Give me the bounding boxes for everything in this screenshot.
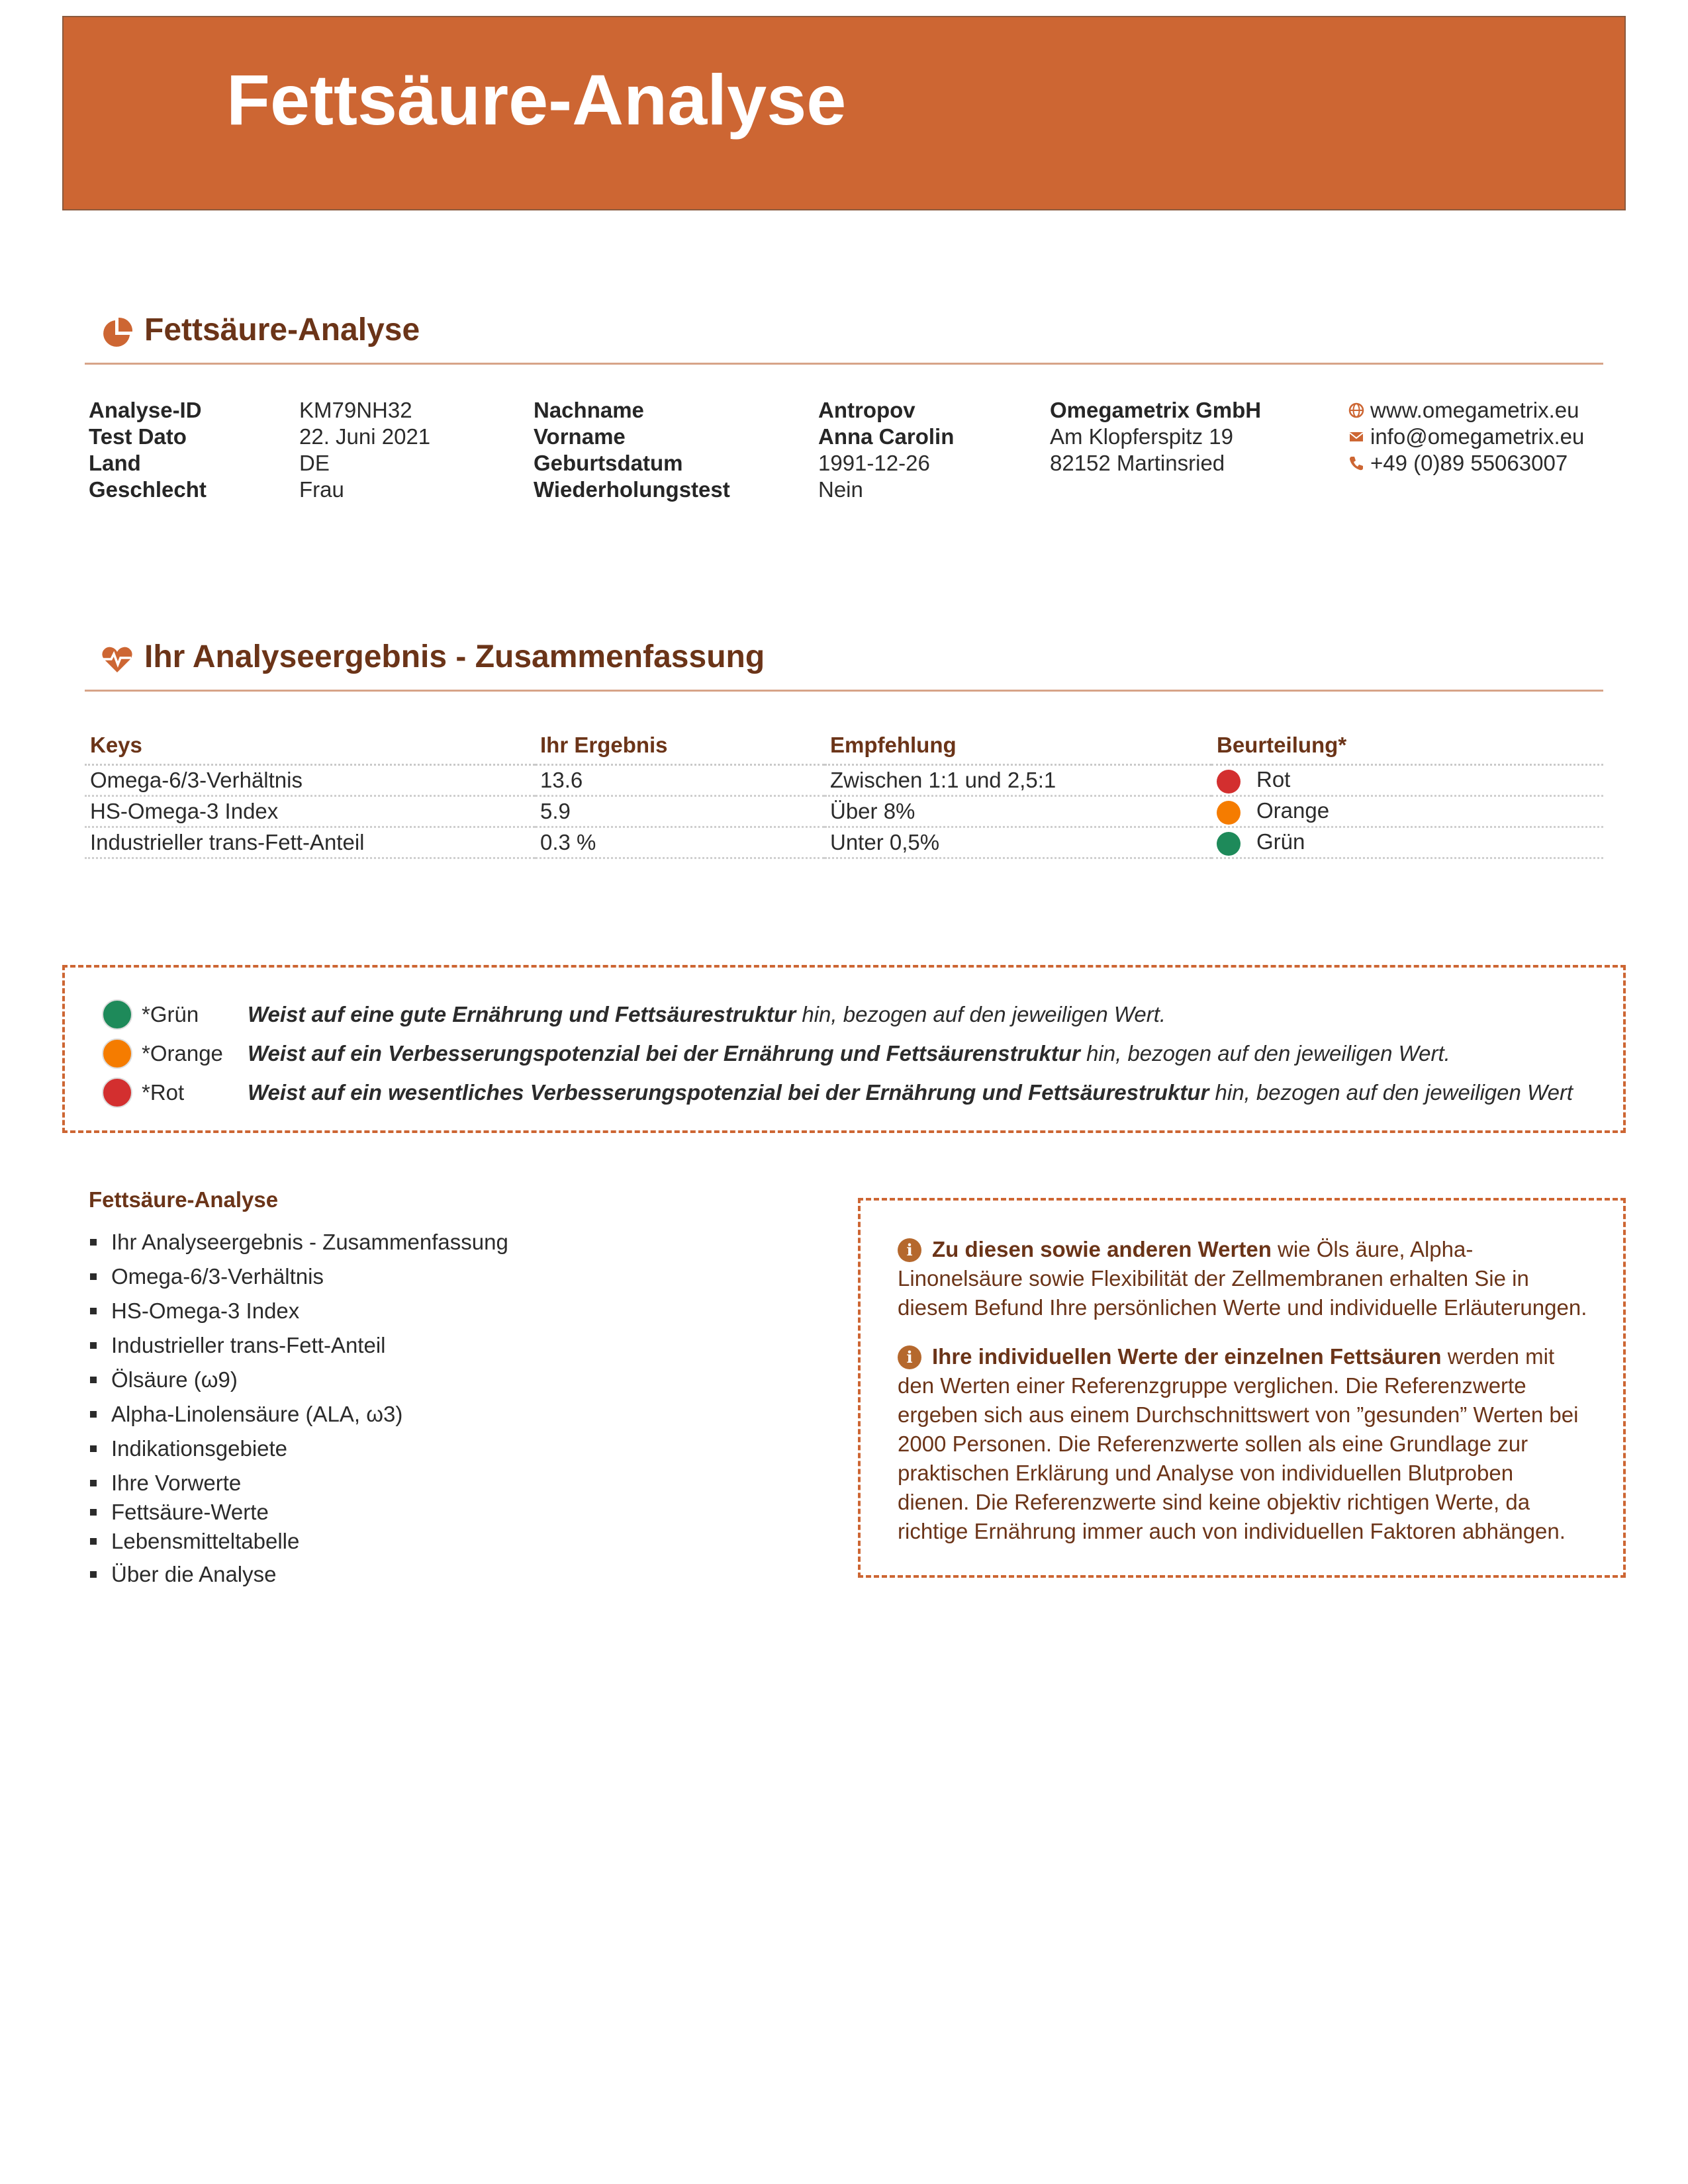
green-dot-icon (102, 999, 132, 1030)
toc-item[interactable]: Über die Analyse (90, 1562, 508, 1587)
value-repeat-test: Nein (818, 477, 863, 502)
toc-item[interactable]: Fettsäure-Werte (90, 1500, 508, 1525)
value-gender: Frau (299, 477, 344, 502)
label-analysis-id: Analyse-ID (89, 398, 202, 422)
legend-key: *Grün (142, 1002, 199, 1026)
table-cell-recommendation: Unter 0,5% (825, 827, 1211, 858)
contact-phone[interactable]: +49 (0)89 55063007 (1370, 451, 1568, 475)
toc-item[interactable]: Lebensmitteltabelle (90, 1529, 508, 1554)
status-dot-icon (1217, 770, 1241, 794)
legend-text: Weist auf eine gute Ernährung und Fettsäurestruktur hin, bezogen auf den jeweiligen Wert. (248, 1002, 1166, 1026)
toc-list (90, 1230, 508, 1587)
note-paragraph-2: i Ihre individuellen Werte der einzelnen Fettsäuren werden mit den Werten einer Referenzgruppe verglichen. Die Referenzwerte ergeben sich aus einem Durchschnittswert von ”gesunden” Werten bei 2000 Personen. Die Referenzwerte sollen als eine Grundlage zur praktischen Erklärung und Analyse von individuellen Blutproben dienen. Die Referenzwerte sind keine objektiv richtigen Werte, da richtige Ernährung immer auch von individuellen Faktoren abhängen. (898, 1344, 1579, 1543)
column-header: Keys (85, 727, 535, 765)
section-title: Fettsäure-Analyse (144, 312, 420, 347)
toc-item[interactable]: Ölsäure (ω9) (90, 1367, 508, 1392)
toc-item[interactable]: Ihr Analyseergebnis - Zusammenfassung (90, 1230, 508, 1255)
legend-key: *Rot (142, 1080, 185, 1105)
toc-item[interactable]: Industrieller trans-Fett-Anteil (90, 1333, 508, 1358)
legend-row-red (102, 1077, 1573, 1108)
value-test-date: 22. Juni 2021 (299, 424, 431, 449)
table-cell-rating (1211, 796, 1603, 827)
contact-block (1348, 397, 1584, 477)
table-cell-recommendation: Über 8% (825, 796, 1211, 827)
rating-label: Orange (1256, 798, 1330, 823)
table-cell-recommendation: Zwischen 1:1 und 2,5:1 (825, 765, 1211, 796)
company-street: Am Klopferspitz 19 (1050, 424, 1233, 449)
table-cell-result: 13.6 (535, 765, 825, 796)
toc-item[interactable]: Indikationsgebiete (90, 1436, 508, 1461)
contact-email[interactable]: info@omegametrix.eu (1370, 424, 1585, 449)
orange-dot-icon (102, 1038, 132, 1069)
table-cell-rating (1211, 827, 1603, 858)
legend-text: Weist auf ein Verbesserungspotenzial bei der Ernährung und Fettsäurenstruktur hin, bezogen auf den jeweiligen Wert. (248, 1041, 1450, 1066)
label-country: Land (89, 451, 141, 475)
patient-labels-col1 (89, 397, 207, 503)
toc-title: Fettsäure-Analyse (89, 1187, 279, 1212)
company-city: 82152 Martinsried (1050, 451, 1225, 475)
page-title: Fettsäure-Analyse (226, 60, 847, 140)
header-banner (62, 16, 1626, 210)
legend-row-green (102, 999, 1166, 1030)
info-icon: i (898, 1238, 921, 1262)
pie-chart-icon (99, 315, 135, 351)
legend-row-orange (102, 1038, 1450, 1069)
label-last-name: Nachname (534, 398, 644, 422)
table-row (85, 796, 1603, 827)
toc-item[interactable]: HS-Omega-3 Index (90, 1298, 508, 1324)
globe-icon (1348, 402, 1365, 419)
value-country: DE (299, 451, 330, 475)
value-last-name: Antropov (818, 398, 915, 422)
table-cell-key: HS-Omega-3 Index (85, 796, 535, 827)
phone-icon (1348, 455, 1365, 472)
info-icon: i (898, 1345, 921, 1369)
rating-legend (62, 965, 1626, 1133)
table-row (85, 765, 1603, 796)
column-header: Beurteilung* (1211, 727, 1603, 765)
table-cell-key: Omega-6/3-Verhältnis (85, 765, 535, 796)
table-header-row (85, 727, 1603, 765)
column-header: Empfehlung (825, 727, 1211, 765)
summary-table (85, 727, 1603, 859)
column-header: Ihr Ergebnis (535, 727, 825, 765)
label-gender: Geschlecht (89, 477, 207, 502)
rating-label: Rot (1256, 767, 1291, 792)
toc-item[interactable]: Alpha-Linolensäure (ALA, ω3) (90, 1402, 508, 1427)
note-paragraph-1: i Zu diesen sowie anderen Werten wie Öls äure, Alpha-Linonelsäure sowie Flexibilität der Zellmembranen erhalten Sie in diesem Befund Ihre persönlichen Werte und individuelle Erläuterungen. (898, 1237, 1587, 1320)
status-dot-icon (1217, 801, 1241, 825)
label-birth-date: Geburtsdatum (534, 451, 683, 475)
patient-labels-col2 (534, 397, 730, 503)
section-title: Ihr Analyseergebnis - Zusammenfassung (144, 639, 765, 674)
info-note-box (858, 1198, 1626, 1578)
table-row (85, 827, 1603, 858)
patient-values-col2 (818, 397, 954, 503)
section-heading-analysis (85, 311, 1603, 365)
toc-item[interactable]: Omega-6/3-Verhältnis (90, 1264, 508, 1289)
value-birth-date: 1991-12-26 (818, 451, 930, 475)
table-cell-rating (1211, 765, 1603, 796)
table-cell-key: Industrieller trans-Fett-Anteil (85, 827, 535, 858)
heartbeat-icon (99, 642, 135, 678)
rating-label: Grün (1256, 829, 1305, 854)
company-name: Omegametrix GmbH (1050, 398, 1262, 422)
label-first-name: Vorname (534, 424, 626, 449)
legend-key: *Orange (142, 1041, 223, 1066)
contact-website[interactable]: www.omegametrix.eu (1370, 398, 1579, 422)
section-heading-summary (85, 638, 1603, 692)
label-test-date: Test Dato (89, 424, 187, 449)
table-cell-result: 0.3 % (535, 827, 825, 858)
table-cell-result: 5.9 (535, 796, 825, 827)
toc-item[interactable]: Ihre Vorwerte (90, 1471, 508, 1496)
value-analysis-id: KM79NH32 (299, 398, 412, 422)
status-dot-icon (1217, 832, 1241, 856)
label-repeat-test: Wiederholungstest (534, 477, 730, 502)
value-first-name: Anna Carolin (818, 424, 955, 449)
red-dot-icon (102, 1077, 132, 1108)
patient-values-col1 (299, 397, 430, 503)
legend-text: Weist auf ein wesentliches Verbesserungspotenzial bei der Ernährung und Fettsäurestruktur hin, bezogen auf den jeweiligen Wert (248, 1080, 1573, 1105)
company-address (1050, 397, 1261, 477)
envelope-icon (1348, 428, 1365, 445)
